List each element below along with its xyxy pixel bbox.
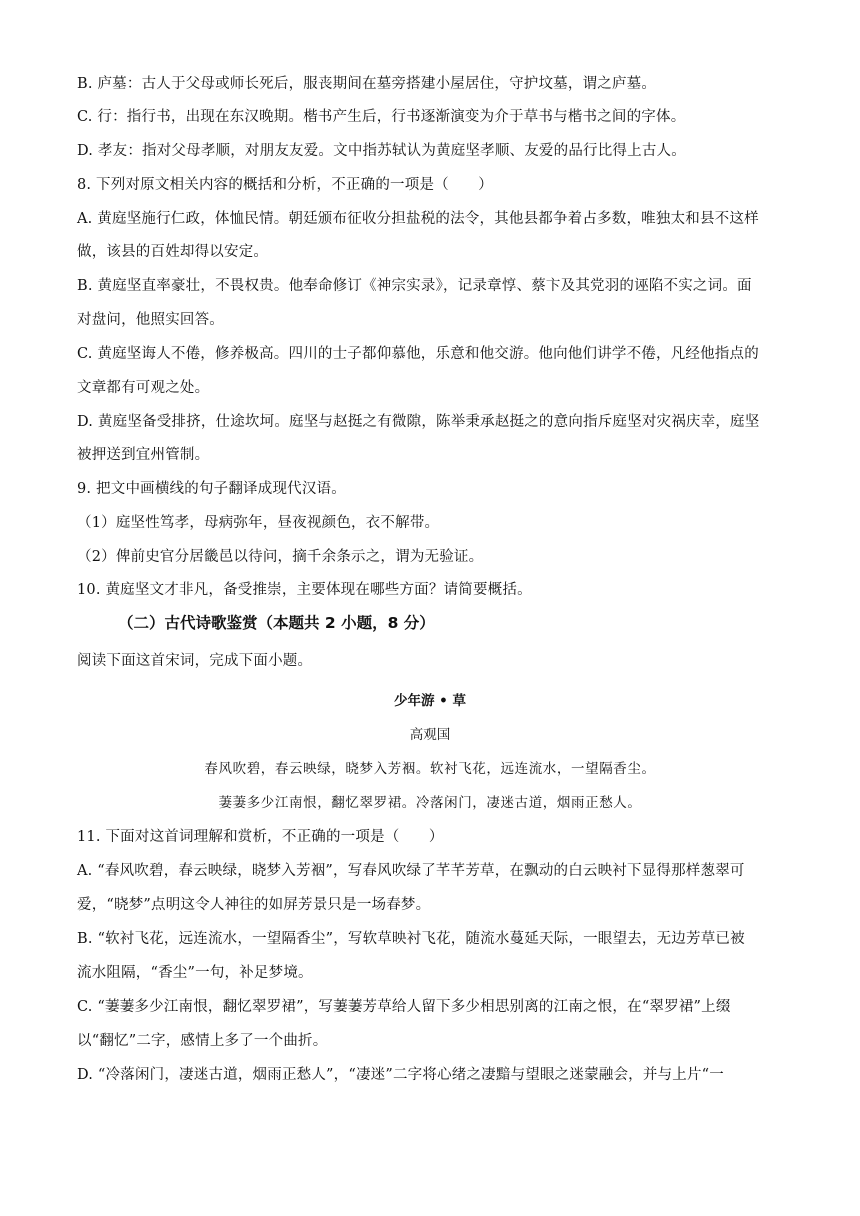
option-d-xiaoyou: D. 孝友：指对父母孝顺，对朋友友爱。文中指苏轼认为黄庭坚孝顺、友爱的品行比得上古人。 [77,143,686,159]
q11-option-c-line1: C. “萋萋多少江南恨，翻忆翠罗裙”，写萋萋芳草给人留下多少相思别离的江南之恨，在“翠罗裙”上缀 [77,999,731,1015]
poem-line-2: 萋萋多少江南恨，翻忆翠罗裙。冷落闲门，凄迷古道，烟雨正愁人。 [218,795,642,811]
q8-option-b-line1: B. 黄庭坚直率豪壮，不畏权贵。他奉命修订《神宗实录》，记录章惇、蔡卞及其党羽的诬陷不实之词。面 [77,278,752,294]
question-9: 9. 把文中画横线的句子翻译成现代汉语。 [77,481,346,497]
poem-title: 少年游 • 草 [393,693,467,709]
q8-option-b-line2: 对盘问，他照实回答。 [77,312,224,328]
option-b-lumu: B. 庐墓：古人于父母或师长死后，服丧期间在墓旁搭建小屋居住，守护坟墓，谓之庐墓。 [77,76,657,92]
q8-option-a-line1: A. 黄庭坚施行仁政，体恤民情。朝廷颁布征收分担盐税的法令，其他县都争着占多数，唯独太和县不这样 [77,211,759,227]
poem-line-1: 春风吹碧，春云映绿，晓梦入芳裀。软衬飞花，远连流水，一望隔香尘。 [204,761,656,777]
section-title-poetry: （二）古代诗歌鉴赏（本题共 2 小题，8 分） [118,614,435,632]
q11-option-a-line2: 爱，“晓梦”点明这令人神往的如屏芳景只是一场春梦。 [77,897,431,913]
q11-option-b-line2: 流水阻隔，“香尘”一句，补足梦境。 [77,965,313,981]
q8-option-d-line1: D. 黄庭坚备受排挤，仕途坎坷。庭坚与赵挺之有微隙，陈举秉承赵挺之的意向指斥庭坚对灾祸庆幸，庭坚 [77,414,760,430]
q11-option-a-line1: A. “春风吹碧，春云映绿，晓梦入芳裀”，写春风吹绿了芊芊芳草，在飘动的白云映衬下显得那样葱翠可 [77,863,745,879]
question-11: 11. 下面对这首词理解和赏析，不正确的一项是（ ） [77,829,444,845]
question-8: 8. 下列对原文相关内容的概括和分析，不正确的一项是（ ） [77,177,493,193]
option-c-xing: C. 行：指行书，出现在东汉晚期。楷书产生后，行书逐渐演变为介于草书与楷书之间的字体。 [77,109,686,125]
q9-item-1: （1）庭坚性笃孝，母病弥年，昼夜视颜色，衣不解带。 [77,515,440,531]
q11-option-b-line1: B. “软衬飞花，远连流水，一望隔香尘”，写软草映衬飞花，随流水蔓延天际，一眼望去，无边芳草已被 [77,931,745,947]
q11-option-d-line1: D. “冷落闲门，凄迷古道，烟雨正愁人”，“凄迷”二字将心绪之凄黯与望眼之迷蒙融会，并与上片“一 [77,1067,724,1083]
q8-option-a-line2: 做，该县的百姓却得以安定。 [77,244,269,260]
question-10: 10. 黄庭坚文才非凡，备受推崇，主要体现在哪些方面？请简要概括。 [77,582,532,598]
poem-author: 高观国 [409,727,451,743]
q11-option-c-line2: 以“翻忆”二字，感情上多了一个曲折。 [77,1033,328,1049]
q8-option-c-line2: 文章都有可观之处。 [77,380,210,396]
q9-item-2: （2）俾前史官分居畿邑以待问，摘千余条示之，谓为无验证。 [77,549,484,565]
q8-option-c-line1: C. 黄庭坚诲人不倦，修养极高。四川的士子都仰慕他，乐意和他交游。他向他们讲学不倦，凡经他指点的 [77,346,759,362]
q8-option-d-line2: 被押送到宜州管制。 [77,447,210,463]
poem-intro: 阅读下面这首宋词，完成下面小题。 [77,653,313,669]
